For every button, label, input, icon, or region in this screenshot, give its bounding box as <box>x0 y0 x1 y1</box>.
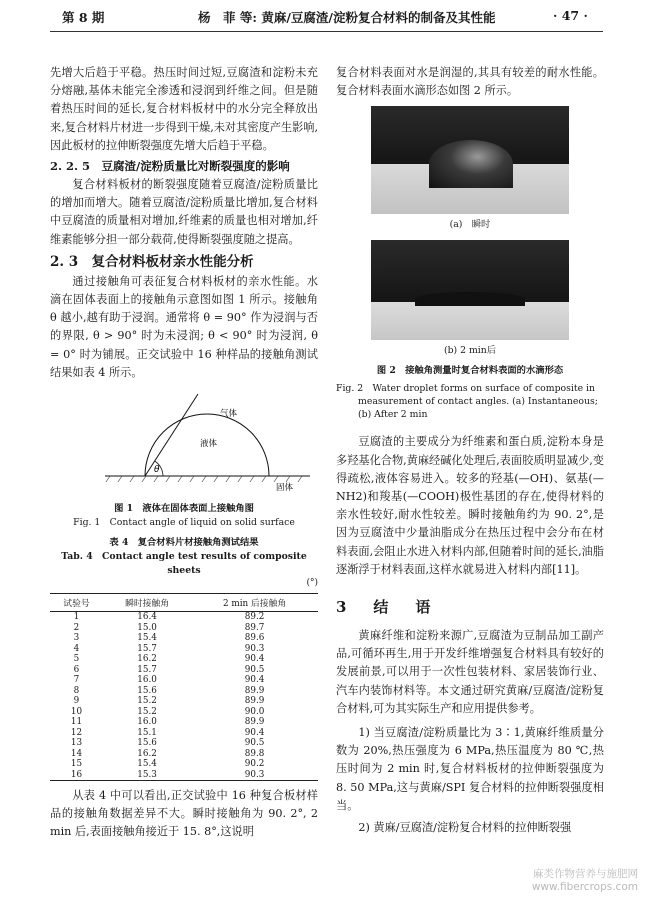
table-cell: 10 <box>70 706 83 717</box>
table-cell: 15.7 <box>137 643 157 654</box>
table-cell: 89.9 <box>244 717 265 728</box>
conclusion-item-1: 1) 当豆腐渣/淀粉质量比为 3∶1,黄麻纤维质量分数为 20%,热压强度为 6 MPa,热压温度为 80 ℃,热压时间为 2 min 时,复合材料板材的拉伸断裂强度为 8. 50 MPa,这与黄麻/SPI 复合材料的拉伸断裂强度相当。 <box>336 726 604 812</box>
table-row <box>50 633 318 644</box>
table-cell: 6 <box>73 664 80 675</box>
table-cell: 2 <box>73 622 80 633</box>
table-cell: 15.4 <box>137 759 157 770</box>
table-4 <box>50 536 318 781</box>
paragraph: 从表 4 中可以看出,正交试验中 16 种复合板材样品的接触角数据差异不大。瞬时接触角为 90. 2°, 2 min 后,表面接触角接近于 15. 8°,这说明 <box>50 789 318 839</box>
solid-hatching <box>106 476 302 482</box>
paragraph: 豆腐渣的主要成分为纤维素和蛋白质,淀粉本身是多羟基化合物,黄麻经碱化处理后,表面胶质明显减少,变得疏松,液体容易进入。较多的羟基(—OH)、氨基(—NH2)和羧基(—COOH)极性基团的存在,使得材料的亲水性较好,耐水性较差。瞬时接触角约为 90. 2°,是因为豆腐渣中少量油脂成分在热压过程中会分布在材料表面,会阻止水进入材料内部,但随着时间的延长,油脂逐渐浮于材料表面,这样水就易进入材料内部[11]。 <box>336 435 604 576</box>
table-header: 瞬时接触角 <box>103 594 191 612</box>
table-row <box>50 623 318 634</box>
table-title-en: Tab. 4 Contact angle test results of composite sheets <box>61 551 307 577</box>
flattened-droplet <box>415 292 525 306</box>
figure-1 <box>50 386 318 530</box>
table-cell: 1 <box>73 612 80 623</box>
table-cell: 7 <box>73 675 80 686</box>
table-cell: 90.3 <box>191 770 318 781</box>
table-cell: 89.9 <box>244 685 265 696</box>
running-title: 杨 菲 等: 黄麻/豆腐渣/淀粉复合材料的制备及其性能 <box>198 10 496 25</box>
table-cell: 14 <box>70 748 83 759</box>
table-cell: 9 <box>73 696 80 707</box>
watermark: 麻类作物营养与施肥网 www.fibercrops.com <box>531 868 638 893</box>
table-cell: 5 <box>73 654 80 665</box>
figure-2 <box>336 106 604 421</box>
table-row <box>50 749 318 760</box>
table-unit: (°) <box>306 578 318 589</box>
section-heading-2-2-5: 2. 2. 5 豆腐渣/淀粉质量比对断裂强度的影响 <box>50 159 290 174</box>
table-cell: 8 <box>73 685 80 696</box>
contact-angle-diagram <box>50 386 318 498</box>
table-cell: 15.4 <box>137 633 157 644</box>
table-cell: 4 <box>73 643 80 654</box>
table-row <box>50 665 318 676</box>
figure-1-caption-cn: 图 1 液体在固体表面上接触角图 <box>114 503 254 515</box>
page-number: · 47 · <box>553 8 588 23</box>
table-cell: 89.2 <box>244 612 265 623</box>
table-cell: 90.2 <box>244 759 265 770</box>
table-cell: 15.6 <box>137 738 157 749</box>
table-cell: 12 <box>70 727 83 738</box>
table-header: 试验号 <box>50 594 103 612</box>
right-column <box>336 64 604 837</box>
section-heading-3: 3 结 语 <box>336 598 437 617</box>
table-cell: 15 <box>70 759 83 770</box>
table-cell: 15.0 <box>137 622 157 633</box>
table-cell: 15.2 <box>137 696 157 707</box>
table-cell: 90.4 <box>244 675 265 686</box>
table-cell: 89.9 <box>244 696 265 707</box>
table-cell: 90.4 <box>244 727 265 738</box>
table-cell: 15.7 <box>137 664 157 675</box>
paragraph: 复合材料表面对水是润湿的,其具有较差的耐水性能。复合材料表面水滴形态如图 2 所示。 <box>336 66 604 98</box>
table-cell: 13 <box>70 738 83 749</box>
table-row <box>50 770 318 781</box>
figure-2-caption-en: Fig. 2 Water droplet forms on surface of composite in measurement of contact angles. (a) Instantaneous; (b) After 2 min <box>336 383 598 421</box>
table-cell: 3 <box>73 633 80 644</box>
table-row <box>50 707 318 718</box>
table-cell: 15.1 <box>137 727 157 738</box>
table-row <box>50 675 318 686</box>
table-cell: 90.5 <box>244 738 265 749</box>
section-heading-2-3: 2. 3 复合材料板材亲水性能分析 <box>50 253 254 270</box>
table-row <box>50 686 318 697</box>
label-solid: 固体 <box>276 483 294 494</box>
header-rule <box>50 31 603 32</box>
table-row <box>50 759 318 770</box>
table-cell: 89.6 <box>244 633 265 644</box>
contact-angle-table <box>50 593 318 781</box>
table-cell: 16.2 <box>137 654 157 665</box>
table-row <box>50 717 318 728</box>
label-theta: θ <box>154 465 160 476</box>
table-cell: 16.2 <box>137 748 157 759</box>
table-row <box>50 738 318 749</box>
water-droplet <box>429 140 513 188</box>
table-row <box>50 654 318 665</box>
tangent-line <box>145 394 198 476</box>
left-column <box>50 64 318 842</box>
paragraph: 通过接触角可表征复合材料板材的亲水性能。水滴在固体表面上的接触角示意图如图 1 所示。接触角 θ 越小,越有助于浸润。通常将 θ = 90° 作为浸润与否的界限, θ > 90° 时为未浸润; θ < 90° 时为浸润, θ = 0° 时为铺展。正交试验中 16 种样品的接触角测试结果如表 4 所示。 <box>50 274 318 379</box>
table-title-cn: 表 4 复合材料片材接触角测试结果 <box>109 537 259 549</box>
table-cell: 16.0 <box>137 717 157 728</box>
table-cell: 90.0 <box>244 706 265 717</box>
table-row <box>50 612 318 623</box>
paragraph: 先增大后趋于平稳。热压时间过短,豆腐渣和淀粉未充分熔融,基体未能完全渗透和浸润到纤维之间。但是随着热压时间的延长,复合材料板材中的水分完全释放出来,复合材料片材进一步得到干燥,未对其密度产生影响,因此板材的拉伸断裂强度先增大后趋于平稳。 <box>50 66 318 152</box>
subcaption-b: (b) 2 min后 <box>443 345 497 357</box>
table-cell: 15.6 <box>137 685 157 696</box>
table-cell: 16 <box>50 770 103 781</box>
table-cell: 16.4 <box>137 612 157 623</box>
table-header: 2 min 后接触角 <box>191 594 318 612</box>
table-row <box>50 696 318 707</box>
table-cell: 90.4 <box>244 654 265 665</box>
paragraph: 黄麻纤维和淀粉来源广,豆腐渣为豆制品加工副产品,可循环再生,用于开发纤维增强复合材料具有较好的发展前景,可以用于一次性包装材料、家居装饰行业、汽车内装饰材料等。本文通过研究黄麻/豆腐渣/淀粉复合材料,可为其实际生产和应用提供参考。 <box>336 629 604 715</box>
table-cell: 15.2 <box>137 706 157 717</box>
table-cell: 89.7 <box>244 622 265 633</box>
table-row <box>50 644 318 655</box>
label-liquid: 液体 <box>200 439 218 450</box>
figure-2-caption-cn: 图 2 接触角测量时复合材料表面的水滴形态 <box>376 365 564 377</box>
table-cell: 15.3 <box>103 770 191 781</box>
figure-1-caption-en: Fig. 1 Contact angle of liquid on solid surface <box>73 517 295 529</box>
table-cell: 11 <box>70 717 83 728</box>
table-cell: 89.8 <box>244 748 265 759</box>
subcaption-a: (a) 瞬时 <box>449 219 491 231</box>
issue-number: 第 8 期 <box>62 10 105 25</box>
table-row <box>50 728 318 739</box>
table-cell: 16.0 <box>137 675 157 686</box>
photo-instantaneous <box>371 106 569 214</box>
table-cell: 90.5 <box>244 664 265 675</box>
paragraph: 复合材料板材的断裂强度随着豆腐渣/淀粉质量比的增加而增大。随着豆腐渣/淀粉质量比增加,复合材料中豆腐渣的质量相对增加,纤维素的质量也相对增加,纤维素能够分担一部分载荷,使得断裂强度随之提高。 <box>50 178 318 246</box>
conclusion-item-2: 2) 黄麻/豆腐渣/淀粉复合材料的拉伸断裂强 <box>358 821 572 835</box>
photo-after-2min <box>371 240 569 340</box>
label-gas: 气体 <box>220 409 238 420</box>
table-cell: 90.3 <box>244 643 265 654</box>
